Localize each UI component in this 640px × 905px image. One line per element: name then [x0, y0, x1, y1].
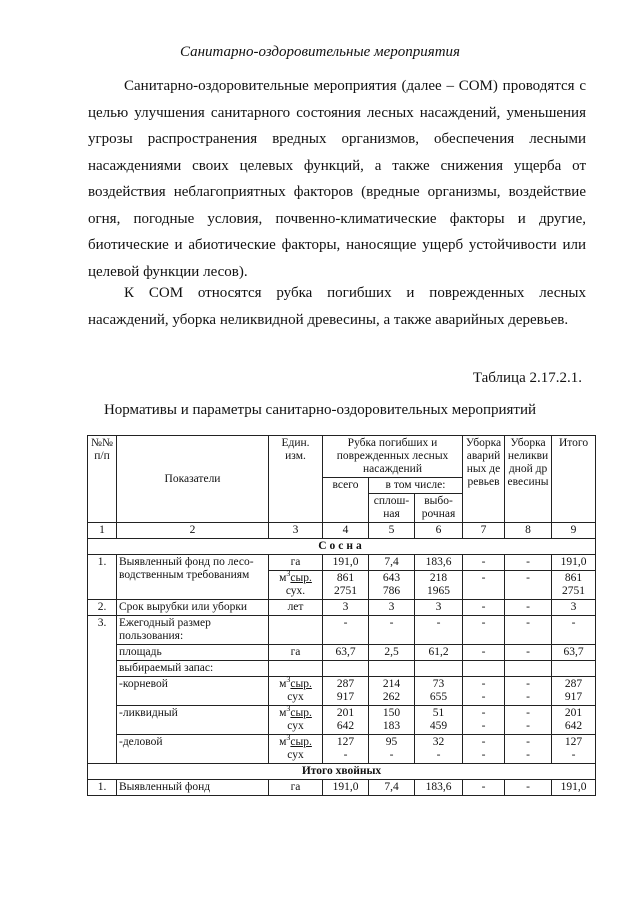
col-number: 2 [117, 523, 269, 539]
col-number: 6 [415, 523, 463, 539]
value-cell: - [463, 645, 505, 661]
col-number: 4 [323, 523, 369, 539]
column-numbers-row [88, 523, 596, 539]
unit-cell [269, 616, 323, 645]
value-cell: - [463, 600, 505, 616]
section-conifers: Итого хвойных [88, 764, 596, 780]
value-cell [463, 661, 505, 677]
value-cell: 95 - [369, 735, 415, 764]
col-number: 1 [88, 523, 117, 539]
value-cell: 287 917 [323, 677, 369, 706]
value-cell: 73 655 [415, 677, 463, 706]
value-cell: 3 [415, 600, 463, 616]
table-row [88, 661, 596, 677]
value-cell: 183,6 [415, 780, 463, 796]
value-cell: 63,7 [323, 645, 369, 661]
value-cell: - [463, 571, 505, 600]
value-cell: - - [505, 677, 552, 706]
section-title: Санитарно-оздоровительные мероприятия [179, 44, 461, 60]
header-indicators: Показатели [117, 436, 269, 523]
value-cell: 287 917 [552, 677, 596, 706]
table-row [88, 645, 596, 661]
table-row [88, 706, 596, 735]
row-label: -ликвидный [117, 706, 269, 735]
unit-cell: га [269, 555, 323, 571]
table-row [88, 735, 596, 764]
unit-cell: $м^3сыр$. сух. [269, 571, 323, 600]
value-cell: - [369, 616, 415, 645]
section-pine: Сосна [88, 539, 596, 555]
value-cell: - [415, 616, 463, 645]
value-cell: 32 - [415, 735, 463, 764]
header-itogo: Итого [552, 436, 596, 523]
value-cell: 191,0 [552, 780, 596, 796]
value-cell: 643 786 [369, 571, 415, 600]
row-num: 3. [88, 616, 117, 764]
row-label: Срок вырубки или уборки [117, 600, 269, 616]
value-cell [323, 661, 369, 677]
value-cell: - [505, 780, 552, 796]
row-label: -корневой [117, 677, 269, 706]
value-cell: 861 2751 [323, 571, 369, 600]
value-cell: - - [463, 706, 505, 735]
unit-cell: $м^3сыр$. сух [269, 706, 323, 735]
row-num: 1. [88, 555, 117, 600]
value-cell: - - [463, 677, 505, 706]
header-incl: в том числе: [369, 478, 463, 494]
row-label: площадь [117, 645, 269, 661]
value-cell: 51 459 [415, 706, 463, 735]
value-cell: 150 183 [369, 706, 415, 735]
value-cell: 218 1965 [415, 571, 463, 600]
value-cell: 7,4 [369, 555, 415, 571]
col-number: 8 [505, 523, 552, 539]
section-row-pine [88, 539, 596, 555]
header-emergency: Уборка аварийных деревьев [463, 436, 505, 523]
header-nonliquid: Уборка неликвидной древесины [505, 436, 552, 523]
value-cell: - - [505, 735, 552, 764]
unit-cell: лет [269, 600, 323, 616]
col-number: 3 [269, 523, 323, 539]
value-cell: 861 2751 [552, 571, 596, 600]
value-cell: 191,0 [323, 780, 369, 796]
value-cell: 183,6 [415, 555, 463, 571]
table-row [88, 780, 596, 796]
row-label: Выявленный фонд по лесо-водственным требованиям [117, 555, 269, 600]
header-total: всего [323, 478, 369, 523]
table-row [88, 616, 596, 645]
sanitary-measures-table [87, 435, 596, 796]
table-row [88, 677, 596, 706]
table-caption: Таблица 2.17.2.1. [472, 370, 582, 386]
value-cell: - [505, 571, 552, 600]
header-selective: выбо-рочная [415, 494, 463, 523]
unit-cell: га [269, 645, 323, 661]
value-cell: 201 642 [552, 706, 596, 735]
col-number: 5 [369, 523, 415, 539]
value-cell: - [552, 616, 596, 645]
value-cell: 191,0 [552, 555, 596, 571]
row-label: Ежегодный размер пользования: [117, 616, 269, 645]
unit-cell: га [269, 780, 323, 796]
section-row-conifers [88, 764, 596, 780]
unit-cell [269, 661, 323, 677]
header-num: №№ п/п [88, 436, 117, 523]
value-cell: 3 [552, 600, 596, 616]
value-cell: 191,0 [323, 555, 369, 571]
row-num: 1. [88, 780, 117, 796]
value-cell: 127 - [552, 735, 596, 764]
header-unit: Един. изм. [269, 436, 323, 523]
som-scope-paragraph: К СОМ относятся рубка погибших и поврежденных лесных насаждений, уборка неликвидной древесины, а также аварийных деревьев. [88, 285, 586, 328]
value-cell: 214 262 [369, 677, 415, 706]
value-cell [552, 661, 596, 677]
row-num: 2. [88, 600, 117, 616]
value-cell: - [323, 616, 369, 645]
value-cell: - [463, 555, 505, 571]
value-cell: 2,5 [369, 645, 415, 661]
value-cell: - [463, 780, 505, 796]
value-cell: - [463, 616, 505, 645]
value-cell: 201 642 [323, 706, 369, 735]
value-cell: - - [505, 706, 552, 735]
value-cell: - [505, 555, 552, 571]
value-cell: 7,4 [369, 780, 415, 796]
value-cell: - [505, 600, 552, 616]
header-clear: сплош-ная [369, 494, 415, 523]
value-cell: 63,7 [552, 645, 596, 661]
row-label: Выявленный фонд [117, 780, 269, 796]
value-cell [505, 661, 552, 677]
col-number: 7 [463, 523, 505, 539]
value-cell [369, 661, 415, 677]
value-cell: - [505, 645, 552, 661]
col-number: 9 [552, 523, 596, 539]
value-cell: - [505, 616, 552, 645]
value-cell: 3 [323, 600, 369, 616]
intro-paragraph: Санитарно-оздоровительные мероприятия (далее – СОМ) проводятся с целью улучшения санитарного состояния лесных насаждений, уменьшения угрозы распространения вредных организмов, обеспечения лесными насаждениями своих целевых функций, а также снижения ущерба от воздействия неблагоприятных факторов (вредные организмы, воздействие огня, погодные условия, почвенно-климатические факторы и другие, биотические и абиотические факторы, наносящие ущерб устойчивости или целевой функции лесов). [88, 78, 586, 280]
unit-cell: $м^3сыр$. сух [269, 735, 323, 764]
header-felling: Рубка погибших и поврежденных лесных насаждений [323, 436, 463, 478]
value-cell [415, 661, 463, 677]
table-row [88, 600, 596, 616]
row-label: выбираемый запас: [117, 661, 269, 677]
value-cell: 61,2 [415, 645, 463, 661]
header-row-1 [88, 436, 596, 478]
unit-cell: $м^3сыр$. сух [269, 677, 323, 706]
row-label: -деловой [117, 735, 269, 764]
value-cell: - - [463, 735, 505, 764]
value-cell: 127 - [323, 735, 369, 764]
table-title: Нормативы и параметры санитарно-оздоровительных мероприятий [103, 402, 537, 418]
table-row [88, 555, 596, 571]
value-cell: 3 [369, 600, 415, 616]
